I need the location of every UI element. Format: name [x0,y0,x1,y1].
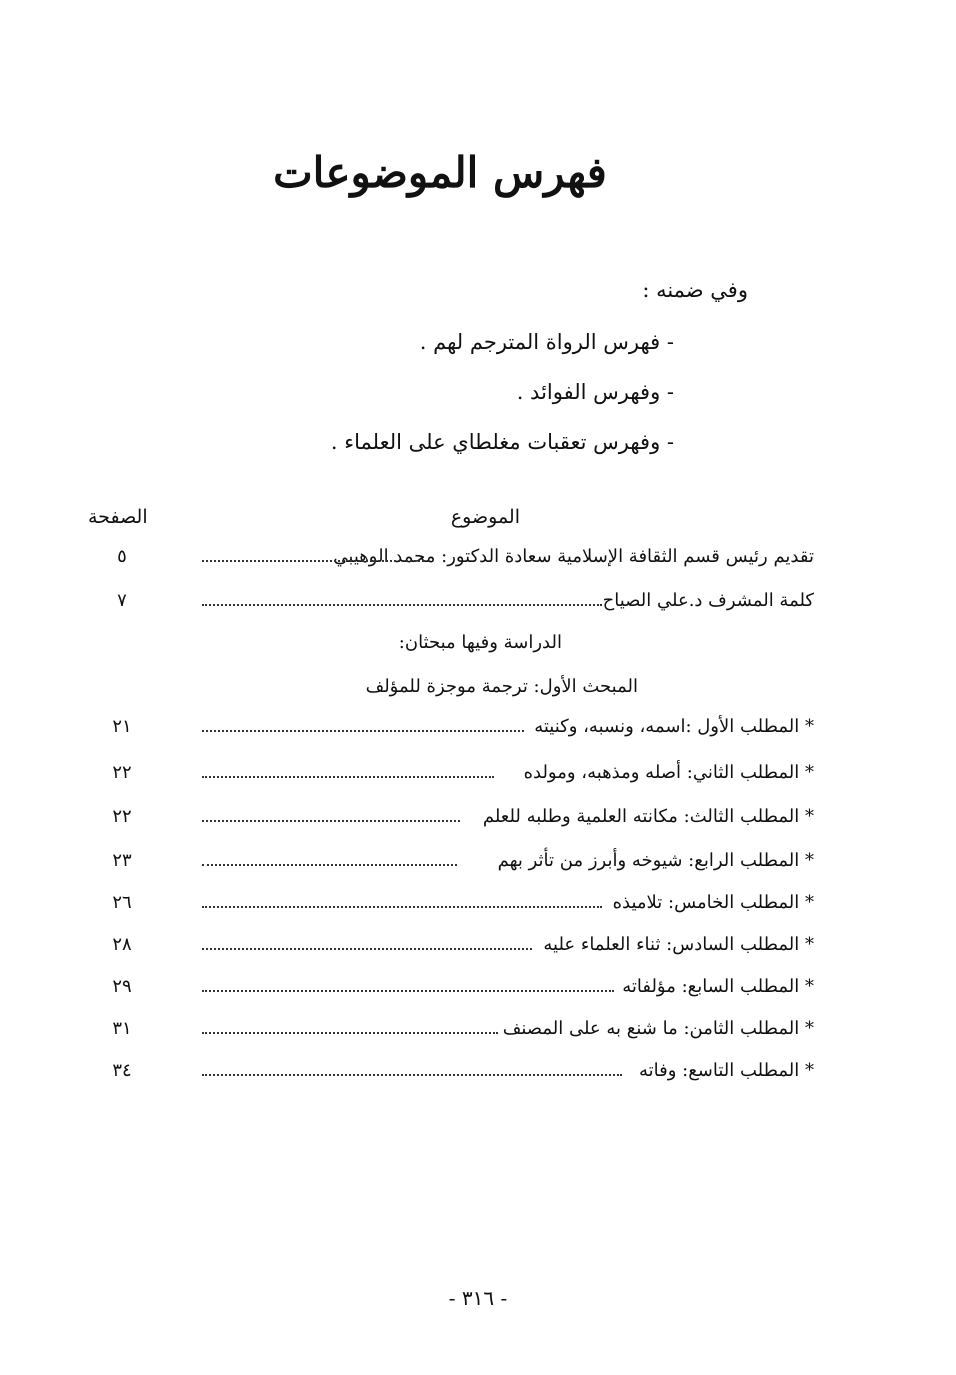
dot-leader [202,730,524,732]
toc-entry [90,1018,814,1048]
topic-column-header: الموضوع [450,506,520,528]
intro-item: - وفهرس الفوائد . [516,380,674,404]
toc-entry-page: ٢٩ [112,976,132,997]
section-heading: الدراسة وفيها مبحثان: [398,632,562,653]
page-title: فهرس الموضوعات [273,148,607,197]
toc-entry-page: ٢٦ [112,892,132,913]
intro-item: - فهرس الرواة المترجم لهم . [419,330,674,354]
toc-entry [90,716,814,746]
toc-entry [90,850,814,880]
intro-label: وفي ضمنه : [642,278,748,302]
toc-entry [90,976,814,1006]
chapter-heading: المبحث الأول: ترجمة موجزة للمؤلف [365,676,638,697]
toc-entry [90,806,814,836]
dot-leader [202,1074,622,1076]
toc-entry-page: ٢٣ [112,850,132,871]
toc-entry-page: ٢٢ [112,806,132,827]
dot-leader [202,560,424,562]
page-number: - ٣١٦ - [448,1286,508,1310]
toc-entry-text: * المطلب السابع: مؤلفاته [622,976,814,997]
toc-entry-text: * المطلب الثالث: مكانته العلمية وطلبه للعلم [482,806,814,827]
toc-entry [90,590,814,620]
toc-entry-page: ٥ [117,546,127,567]
toc-entry-page: ٢١ [112,716,132,737]
toc-entry-text: كلمة المشرف د.علي الصياح [602,590,814,611]
dot-leader [202,604,602,606]
toc-entry-page: ٧ [117,590,127,611]
dot-leader [202,906,602,908]
toc-entry [90,934,814,964]
toc-entry-page: ٣٤ [112,1060,132,1081]
toc-entry [90,546,814,576]
toc-entry-page: ٢٢ [112,762,132,783]
dot-leader [202,1032,498,1034]
toc-entry [90,1060,814,1090]
page-column-header: الصفحة [88,506,148,528]
toc-entry-text: * المطلب الخامس: تلاميذه [612,892,814,913]
toc-entry [90,762,814,792]
dot-leader [202,948,532,950]
dot-leader [202,820,460,822]
toc-entry-text: تقديم رئيس قسم الثقافة الإسلامية سعادة الدكتور: محمد الوهيبي [333,546,814,567]
toc-entry-text: * المطلب الثامن: ما شنع به على المصنف [502,1018,814,1039]
toc-entry-text: * المطلب الثاني: أصله ومذهبه، ومولده [523,762,814,783]
toc-entry-page: ٣١ [112,1018,132,1039]
toc-entry-text: * المطلب التاسع: وفاته [638,1060,814,1081]
intro-item: - وفهرس تعقبات مغلطاي على العلماء . [330,430,674,454]
toc-entry [90,892,814,922]
toc-entry-text: * المطلب السادس: ثناء العلماء عليه [543,934,814,955]
dot-leader [202,776,494,778]
toc-entry-text: * المطلب الأول :اسمه، ونسبه، وكنيته [534,716,814,737]
dot-leader [202,990,614,992]
dot-leader [202,864,457,866]
toc-entry-text: * المطلب الرابع: شيوخه وأبرز من تأثر بهم [497,850,814,871]
toc-entry-page: ٢٨ [112,934,132,955]
